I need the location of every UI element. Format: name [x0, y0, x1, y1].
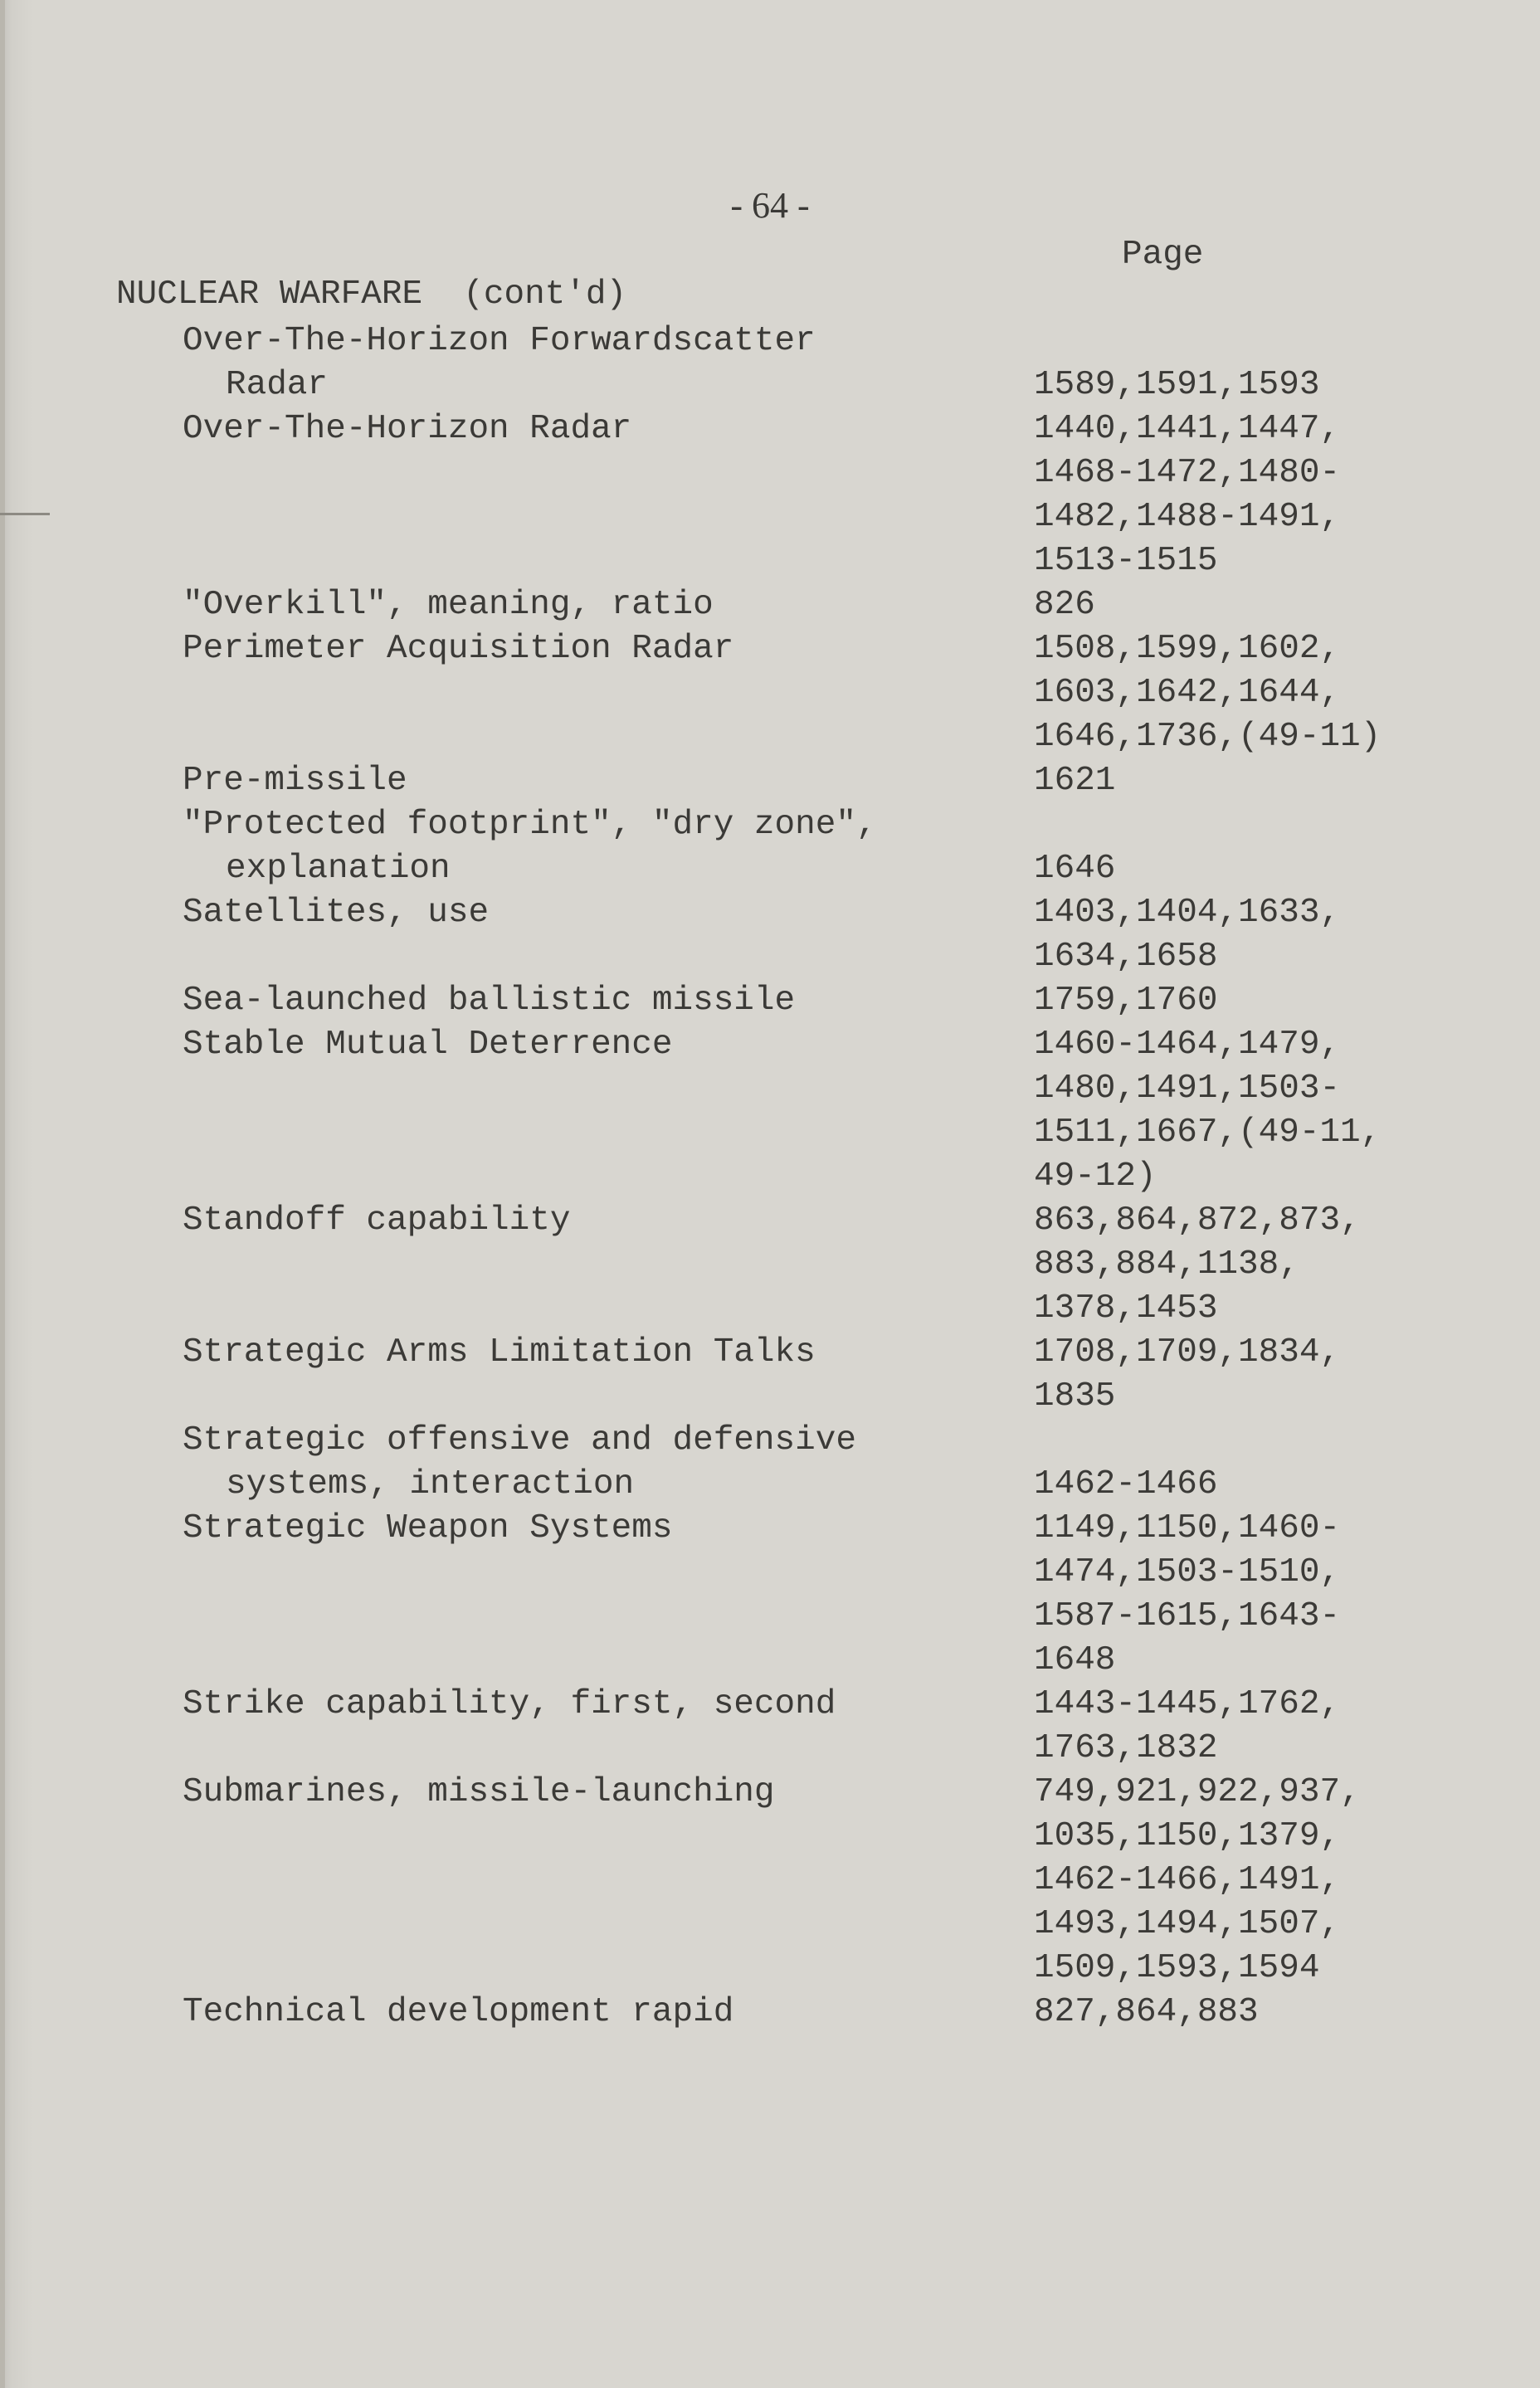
entry-pages: 1378,1453: [1034, 1289, 1218, 1328]
section-heading: NUCLEAR WARFARE (cont'd): [116, 275, 627, 314]
entry-term: Pre-missile: [183, 762, 407, 800]
entry-pages: 1509,1593,1594: [1034, 1949, 1320, 1987]
entry-term: Strategic Arms Limitation Talks: [183, 1333, 816, 1372]
entry-pages: 749,921,922,937,: [1034, 1773, 1361, 1811]
entry-term: Stable Mutual Deterrence: [183, 1026, 673, 1064]
entry-term: Submarines, missile-launching: [183, 1773, 775, 1811]
entry-pages: 1621: [1034, 762, 1116, 800]
entry-pages: 1648: [1034, 1641, 1116, 1679]
entry-term-continued: Radar: [226, 366, 329, 404]
entry-pages: 1462-1466,1491,: [1034, 1861, 1341, 1899]
entry-pages: 883,884,1138,: [1034, 1245, 1299, 1284]
entry-pages: 1646,1736,(49-11): [1034, 718, 1382, 756]
entry-pages: 1511,1667,(49-11,: [1034, 1114, 1382, 1152]
entry-pages: 1646: [1034, 850, 1116, 888]
entry-pages: 863,864,872,873,: [1034, 1201, 1361, 1240]
entry-pages: 1589,1591,1593: [1034, 366, 1320, 404]
entry-term: Technical development rapid: [183, 1993, 734, 2031]
entry-term: Over-The-Horizon Forwardscatter: [183, 322, 816, 360]
entry-term: Strike capability, first, second: [183, 1685, 836, 1723]
margin-mark: [0, 513, 50, 515]
entry-pages: 1708,1709,1834,: [1034, 1333, 1341, 1372]
entry-term: Standoff capability: [183, 1201, 571, 1240]
binding-edge: [0, 0, 5, 2388]
entry-pages: 1468-1472,1480-: [1034, 454, 1341, 492]
entry-pages: 827,864,883: [1034, 1993, 1259, 2031]
entry-pages: 49-12): [1034, 1157, 1157, 1196]
entry-pages: 1763,1832: [1034, 1729, 1218, 1767]
entry-pages: 1603,1642,1644,: [1034, 674, 1341, 712]
entry-term: Strategic offensive and defensive: [183, 1421, 856, 1460]
page-column-label: Page: [1122, 236, 1204, 274]
entry-term: Sea-launched ballistic missile: [183, 982, 796, 1020]
entry-pages: 1443-1445,1762,: [1034, 1685, 1341, 1723]
entry-pages: 1587-1615,1643-: [1034, 1597, 1341, 1635]
entry-pages: 826: [1034, 586, 1095, 624]
entry-pages: 1480,1491,1503-: [1034, 1070, 1341, 1108]
entry-pages: 1035,1150,1379,: [1034, 1817, 1341, 1855]
entry-term: Satellites, use: [183, 894, 490, 932]
entry-term: "Overkill", meaning, ratio: [183, 586, 714, 624]
entry-pages: 1508,1599,1602,: [1034, 630, 1341, 668]
entry-pages: 1403,1404,1633,: [1034, 894, 1341, 932]
page-number: - 64 -: [730, 185, 810, 226]
entry-pages: 1440,1441,1447,: [1034, 410, 1341, 448]
entry-pages: 1149,1150,1460-: [1034, 1509, 1341, 1547]
entry-pages: 1462-1466: [1034, 1465, 1218, 1503]
entry-term-continued: systems, interaction: [226, 1465, 635, 1503]
entry-pages: 1634,1658: [1034, 938, 1218, 976]
entry-pages: 1835: [1034, 1377, 1116, 1416]
entry-term-continued: explanation: [226, 850, 451, 888]
entry-pages: 1482,1488-1491,: [1034, 498, 1341, 536]
entry-term: Strategic Weapon Systems: [183, 1509, 673, 1547]
entry-term: Perimeter Acquisition Radar: [183, 630, 734, 668]
entry-pages: 1460-1464,1479,: [1034, 1026, 1341, 1064]
entry-pages: 1493,1494,1507,: [1034, 1905, 1341, 1943]
entry-term: "Protected footprint", "dry zone",: [183, 806, 877, 844]
entry-pages: 1513-1515: [1034, 542, 1218, 580]
entry-pages: 1759,1760: [1034, 982, 1218, 1020]
entry-pages: 1474,1503-1510,: [1034, 1553, 1341, 1591]
entry-term: Over-The-Horizon Radar: [183, 410, 632, 448]
